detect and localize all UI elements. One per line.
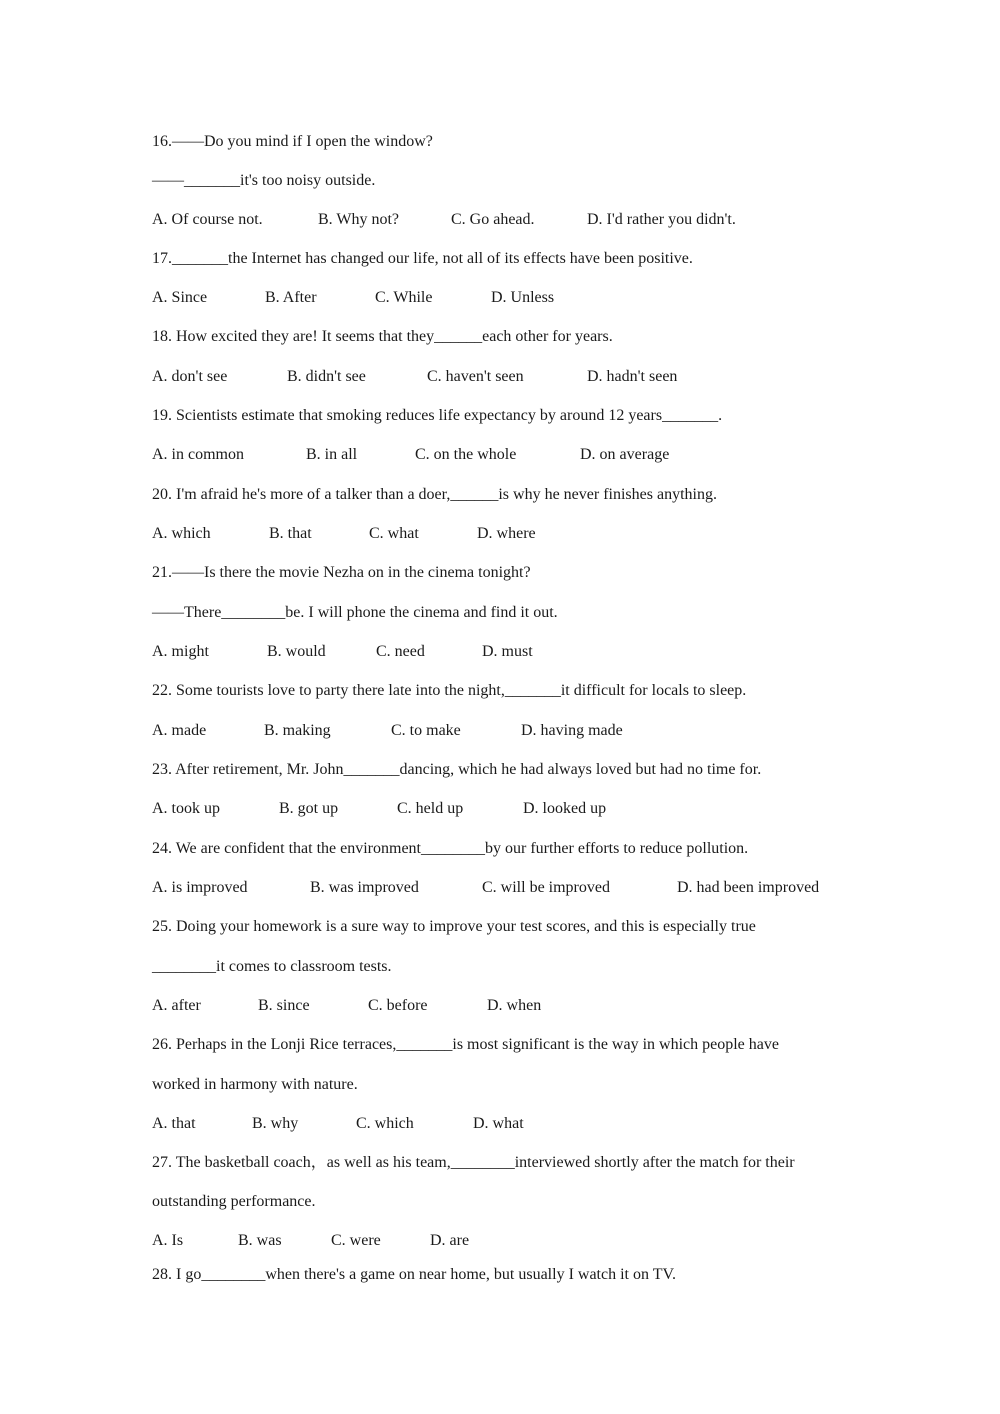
question-19-option-c: C. on the whole — [415, 446, 517, 463]
question-24-option-c: C. will be improved — [482, 879, 610, 896]
question-19-option-b: B. in all — [306, 446, 358, 463]
question-25-option-b: B. since — [258, 997, 310, 1014]
question-24-option-b: B. was improved — [310, 879, 419, 896]
question-21-option-d: D. must — [482, 643, 533, 660]
question-25-option-a: A. after — [152, 997, 201, 1014]
question-16-option-b: B. Why not? — [318, 211, 400, 228]
question-18-option-d: D. hadn't seen — [587, 368, 678, 385]
question-17-option-a: A. Since — [152, 289, 208, 306]
question-25-option-d: D. when — [487, 997, 542, 1014]
question-16-option-a: A. Of course not. — [152, 211, 263, 228]
question-17-option-b: B. After — [265, 289, 317, 306]
question-20-option-c: C. what — [369, 525, 419, 542]
question-17-option-d: D. Unless — [491, 289, 555, 306]
question-22-option-c: C. to make — [391, 722, 461, 739]
question-18-option-b: B. didn't see — [287, 368, 366, 385]
question-19-option-a: A. in common — [152, 446, 244, 463]
question-20-stem: 20. I'm afraid he's more of a talker than a doer,______is why he never finishes anything. — [152, 486, 717, 503]
question-18-option-c: C. haven't seen — [427, 368, 524, 385]
question-26-option-b: B. why — [252, 1115, 299, 1132]
question-25-stem: 25. Doing your homework is a sure way to improve your test scores, and this is especially true — [152, 918, 756, 935]
question-19-option-d: D. on average — [580, 446, 670, 463]
question-16-response: ——_______it's too noisy outside. — [152, 172, 376, 189]
question-24-stem: 24. We are confident that the environment________by our further efforts to reduce pollution. — [152, 840, 749, 857]
question-16-option-c: C. Go ahead. — [451, 211, 535, 228]
question-16-option-d: D. I'd rather you didn't. — [587, 211, 736, 228]
question-25-stem-continued: ________it comes to classroom tests. — [152, 958, 392, 975]
question-23-option-a: A. took up — [152, 800, 220, 817]
question-21-option-b: B. would — [267, 643, 326, 660]
question-27-option-b: B. was — [238, 1232, 282, 1249]
question-20-option-b: B. that — [269, 525, 312, 542]
question-20-option-a: A. which — [152, 525, 211, 542]
question-21-response: ——There________be. I will phone the cinema and find it out. — [152, 604, 558, 621]
question-26-option-d: D. what — [473, 1115, 524, 1132]
question-23-stem: 23. After retirement, Mr. John_______dancing, which he had always loved but had no time for. — [152, 761, 762, 778]
question-21-option-a: A. might — [152, 643, 209, 660]
question-27-stem-continued: outstanding performance. — [152, 1193, 316, 1210]
question-21-stem: 21.——Is there the movie Nezha on in the cinema tonight? — [152, 564, 531, 581]
question-28-stem: 28. I go________when there's a game on near home, but usually I watch it on TV. — [152, 1266, 676, 1283]
question-24-option-d: D. had been improved — [677, 879, 820, 896]
question-22-stem: 22. Some tourists love to party there late into the night,_______it difficult for locals to sleep. — [152, 682, 747, 699]
question-25-option-c: C. before — [368, 997, 428, 1014]
question-22-option-b: B. making — [264, 722, 331, 739]
question-23-option-b: B. got up — [279, 800, 339, 817]
question-27-stem: 27. The basketball coach，as well as his team,________interviewed shortly after the match for their — [152, 1154, 795, 1171]
question-26-option-c: C. which — [356, 1115, 414, 1132]
question-19-stem: 19. Scientists estimate that smoking reduces life expectancy by around 12 years_______. — [152, 407, 723, 424]
question-22-option-a: A. made — [152, 722, 207, 739]
question-20-option-d: D. where — [477, 525, 536, 542]
question-24-option-a: A. is improved — [152, 879, 248, 896]
question-21-option-c: C. need — [376, 643, 425, 660]
question-27-option-c: C. were — [331, 1232, 381, 1249]
question-26-option-a: A. that — [152, 1115, 196, 1132]
question-16-stem: 16.——Do you mind if I open the window? — [152, 133, 433, 150]
question-27-option-a: A. Is — [152, 1232, 184, 1249]
question-17-option-c: C. While — [375, 289, 433, 306]
question-23-option-d: D. looked up — [523, 800, 607, 817]
question-18-option-a: A. don't see — [152, 368, 228, 385]
question-27-option-d: D. are — [430, 1232, 470, 1249]
question-22-option-d: D. having made — [521, 722, 623, 739]
question-18-stem: 18. How excited they are! It seems that they______each other for years. — [152, 328, 613, 345]
question-23-option-c: C. held up — [397, 800, 464, 817]
question-17-stem: 17._______the Internet has changed our life, not all of its effects have been positive. — [152, 250, 693, 267]
question-26-stem: 26. Perhaps in the Lonji Rice terraces,_______is most significant is the way in which people have — [152, 1036, 779, 1053]
question-26-stem-continued: worked in harmony with nature. — [152, 1076, 358, 1093]
